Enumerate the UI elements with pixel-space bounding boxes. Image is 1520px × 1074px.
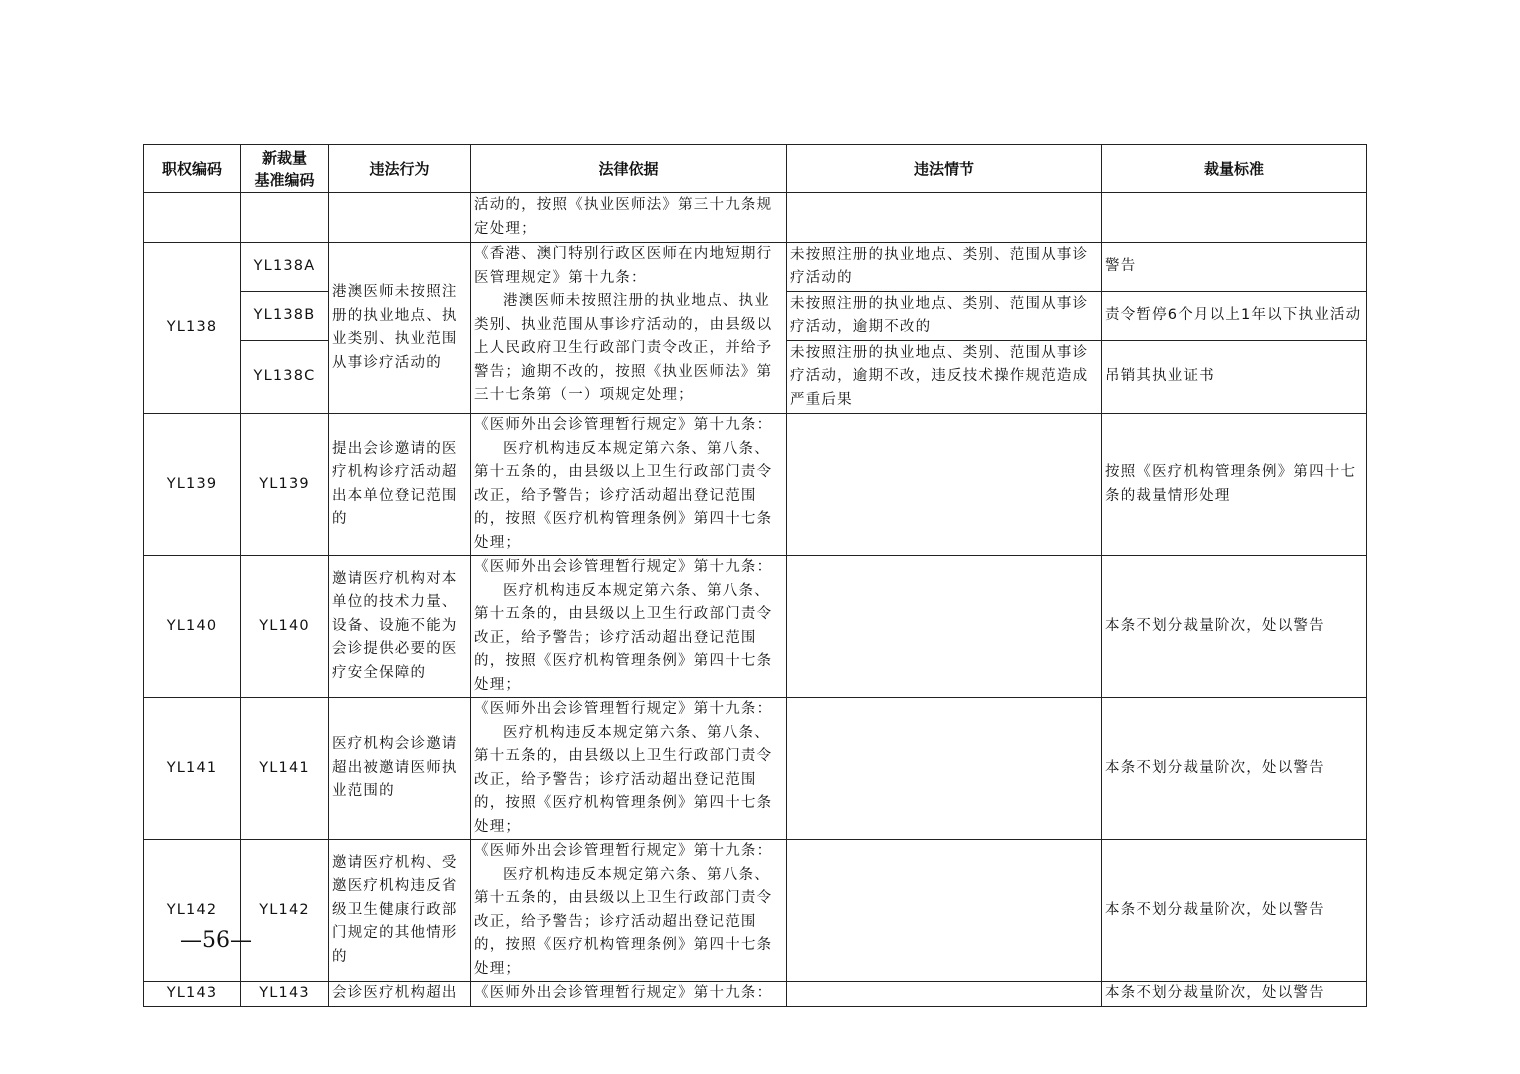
cell-standard: 责令暂停6个月以上1年以下执业活动: [1102, 292, 1367, 341]
cell-legal-basis: [471, 840, 787, 982]
header-row: [144, 145, 1367, 193]
cell-standard: 警告: [1102, 243, 1367, 292]
basis-title: 《医师外出会诊管理暂行规定》第十九条：: [474, 559, 773, 575]
cell-new-code: YL143: [241, 982, 329, 1007]
table-row: [144, 982, 1367, 1007]
cell-legal-basis: [471, 556, 787, 698]
cell-new-code: YL138A: [241, 243, 329, 292]
cell-authority-code: YL138: [144, 243, 241, 414]
cell-standard: 吊销其执业证书: [1102, 341, 1367, 414]
cell-standard: 按照《医疗机构管理条例》第四十七条的裁量情形处理: [1102, 414, 1367, 556]
cell-new-code: YL138B: [241, 292, 329, 341]
cell-new-code: YL138C: [241, 341, 329, 414]
cell-authority-code: YL141: [144, 698, 241, 840]
cell-circumstance: 未按照注册的执业地点、类别、范围从事诊疗活动，逾期不改的: [787, 292, 1102, 341]
basis-body: 医疗机构违反本规定第六条、第八条、第十五条的，由县级以上卫生行政部门责令改正，给予警告；诊疗活动超出登记范围的，按照《医疗机构管理条例》第四十七条处理；: [474, 866, 773, 977]
header-legal-basis: 法律依据: [471, 145, 787, 193]
header-authority-code: 职权编码: [144, 145, 241, 193]
discretion-table: [143, 144, 1367, 1007]
cell-standard: 本条不划分裁量阶次，处以警告: [1102, 840, 1367, 982]
cell-standard: 本条不划分裁量阶次，处以警告: [1102, 698, 1367, 840]
table-row: [144, 193, 1367, 243]
cell-new-code: YL141: [241, 698, 329, 840]
cell-violation: 邀请医疗机构、受邀医疗机构违反省级卫生健康行政部门规定的其他情形的: [329, 840, 471, 982]
header-violation: 违法行为: [329, 145, 471, 193]
header-new-code: 新裁量 基准编码: [241, 145, 329, 193]
table-row: [144, 556, 1367, 698]
cell-circumstance: [787, 193, 1102, 243]
cell-standard: [1102, 193, 1367, 243]
cell-authority-code: YL140: [144, 556, 241, 698]
cell-violation: 邀请医疗机构对本单位的技术力量、设备、设施不能为会诊提供必要的医疗安全保障的: [329, 556, 471, 698]
cell-authority-code: YL139: [144, 414, 241, 556]
table-row: [144, 243, 1367, 292]
header-circumstance: 违法情节: [787, 145, 1102, 193]
basis-body: 医疗机构违反本规定第六条、第八条、第十五条的，由县级以上卫生行政部门责令改正，给予警告；诊疗活动超出登记范围的，按照《医疗机构管理条例》第四十七条处理；: [474, 724, 773, 835]
cell-violation: 会诊医疗机构超出: [329, 982, 471, 1007]
cell-authority-code: YL142: [144, 840, 241, 982]
basis-body: 港澳医师未按照注册的执业地点、执业类别、执业范围从事诊疗活动的，由县级以上人民政府卫生行政部门责令改正，并给予警告；逾期不改的，按照《执业医师法》第三十七条第（一）项规定处理；: [474, 293, 773, 403]
cell-legal-basis: [471, 414, 787, 556]
basis-title: 《医师外出会诊管理暂行规定》第十九条：: [474, 701, 773, 717]
cell-violation: 医疗机构会诊邀请超出被邀请医师执业范围的: [329, 698, 471, 840]
cell-standard: 本条不划分裁量阶次，处以警告: [1102, 982, 1367, 1007]
cell-circumstance: [787, 698, 1102, 840]
basis-title: 《香港、澳门特别行政区医师在内地短期行医管理规定》第十九条：: [474, 246, 773, 286]
cell-new-code: [241, 193, 329, 243]
cell-violation: 港澳医师未按照注册的执业地点、执业类别、执业范围从事诊疗活动的: [329, 243, 471, 414]
cell-circumstance: 未按照注册的执业地点、类别、范围从事诊疗活动的: [787, 243, 1102, 292]
cell-violation: 提出会诊邀请的医疗机构诊疗活动超出本单位登记范围的: [329, 414, 471, 556]
page-number: —56—: [180, 928, 252, 953]
cell-legal-basis: 《医师外出会诊管理暂行规定》第十九条：: [471, 982, 787, 1007]
basis-title: 《医师外出会诊管理暂行规定》第十九条：: [474, 843, 773, 859]
cell-circumstance: [787, 414, 1102, 556]
cell-new-code: YL139: [241, 414, 329, 556]
table-row: [144, 840, 1367, 982]
cell-circumstance: [787, 840, 1102, 982]
basis-body: 医疗机构违反本规定第六条、第八条、第十五条的，由县级以上卫生行政部门责令改正，给予警告；诊疗活动超出登记范围的，按照《医疗机构管理条例》第四十七条处理；: [474, 582, 773, 693]
basis-body: 医疗机构违反本规定第六条、第八条、第十五条的，由县级以上卫生行政部门责令改正，给予警告；诊疗活动超出登记范围的，按照《医疗机构管理条例》第四十七条处理；: [474, 440, 773, 551]
header-standard: 裁量标准: [1102, 145, 1367, 193]
table-row: [144, 414, 1367, 556]
cell-legal-basis: [471, 243, 787, 414]
cell-new-code: YL140: [241, 556, 329, 698]
cell-legal-basis: 活动的，按照《执业医师法》第三十九条规定处理；: [471, 193, 787, 243]
cell-standard: 本条不划分裁量阶次，处以警告: [1102, 556, 1367, 698]
cell-circumstance: [787, 556, 1102, 698]
cell-circumstance: [787, 982, 1102, 1007]
basis-title: 《医师外出会诊管理暂行规定》第十九条：: [474, 417, 773, 433]
cell-violation: [329, 193, 471, 243]
cell-new-code: YL142: [241, 840, 329, 982]
cell-circumstance: 未按照注册的执业地点、类别、范围从事诊疗活动，逾期不改，违反技术操作规范造成严重后果: [787, 341, 1102, 414]
cell-legal-basis: [471, 698, 787, 840]
cell-authority-code: YL143: [144, 982, 241, 1007]
cell-authority-code: [144, 193, 241, 243]
table-row: [144, 698, 1367, 840]
